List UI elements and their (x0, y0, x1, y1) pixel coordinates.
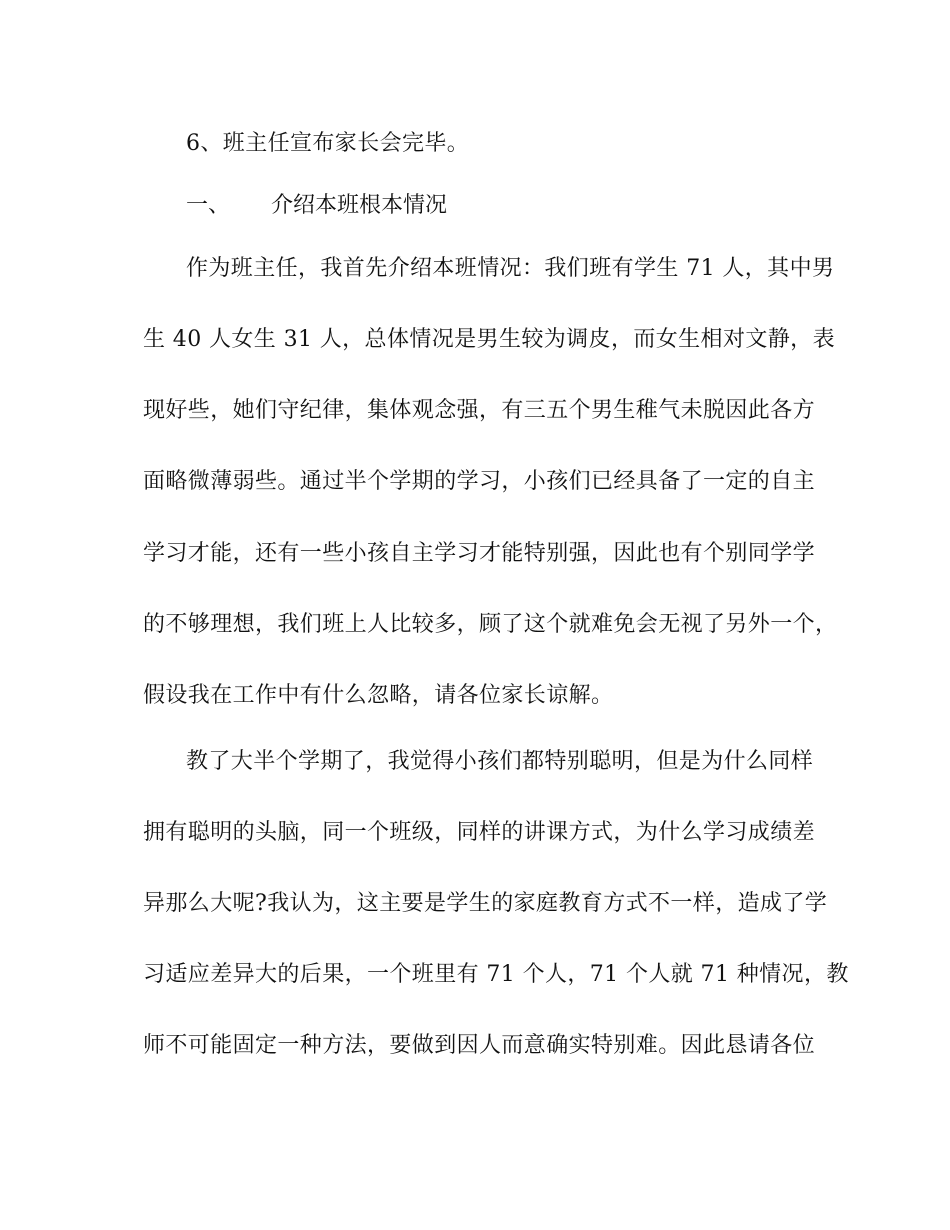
paragraph-line: 师不可能固定一种方法，要做到因人而意确实特别难。因此恳请各位 (143, 1033, 816, 1058)
paragraph-line: 的不够理想，我们班上人比较多，顾了这个就难免会无视了另外一个， (143, 612, 838, 637)
section-number: 一、 (186, 193, 231, 218)
paragraph-line: 面略微薄弱些。通过半个学期的学习，小孩们已经具备了一定的自主 (143, 469, 816, 494)
paragraph-line: 作为班主任，我首先介绍本班情况：我们班有学生 71 人，其中男 (186, 256, 835, 281)
paragraph-line: 异那么大呢?我认为，这主要是学生的家庭教育方式不一样，造成了学 (143, 891, 828, 916)
paragraph-line: 假设我在工作中有什么忽略，请各位家长谅解。 (143, 683, 614, 708)
paragraph-line: 教了大半个学期了，我觉得小孩们都特别聪明，但是为什么同样 (186, 749, 814, 774)
list-item-6: 6、班主任宣布家长会完毕。 (186, 131, 470, 156)
paragraph-line: 生 40 人女生 31 人，总体情况是男生较为调皮，而女生相对文静，表 (143, 327, 835, 352)
paragraph-line: 现好些，她们守纪律，集体观念强，有三五个男生稚气未脱因此各方 (143, 398, 816, 423)
section-title: 介绍本班根本情况 (271, 193, 448, 218)
paragraph-line: 习适应差异大的后果，一个班里有 71 个人，71 个人就 71 种情况，教 (143, 962, 849, 987)
paragraph-line: 拥有聪明的头脑，同一个班级，同样的讲课方式，为什么学习成绩差 (143, 820, 816, 845)
paragraph-line: 学习才能，还有一些小孩自主学习才能特别强，因此也有个别同学学 (143, 541, 816, 566)
